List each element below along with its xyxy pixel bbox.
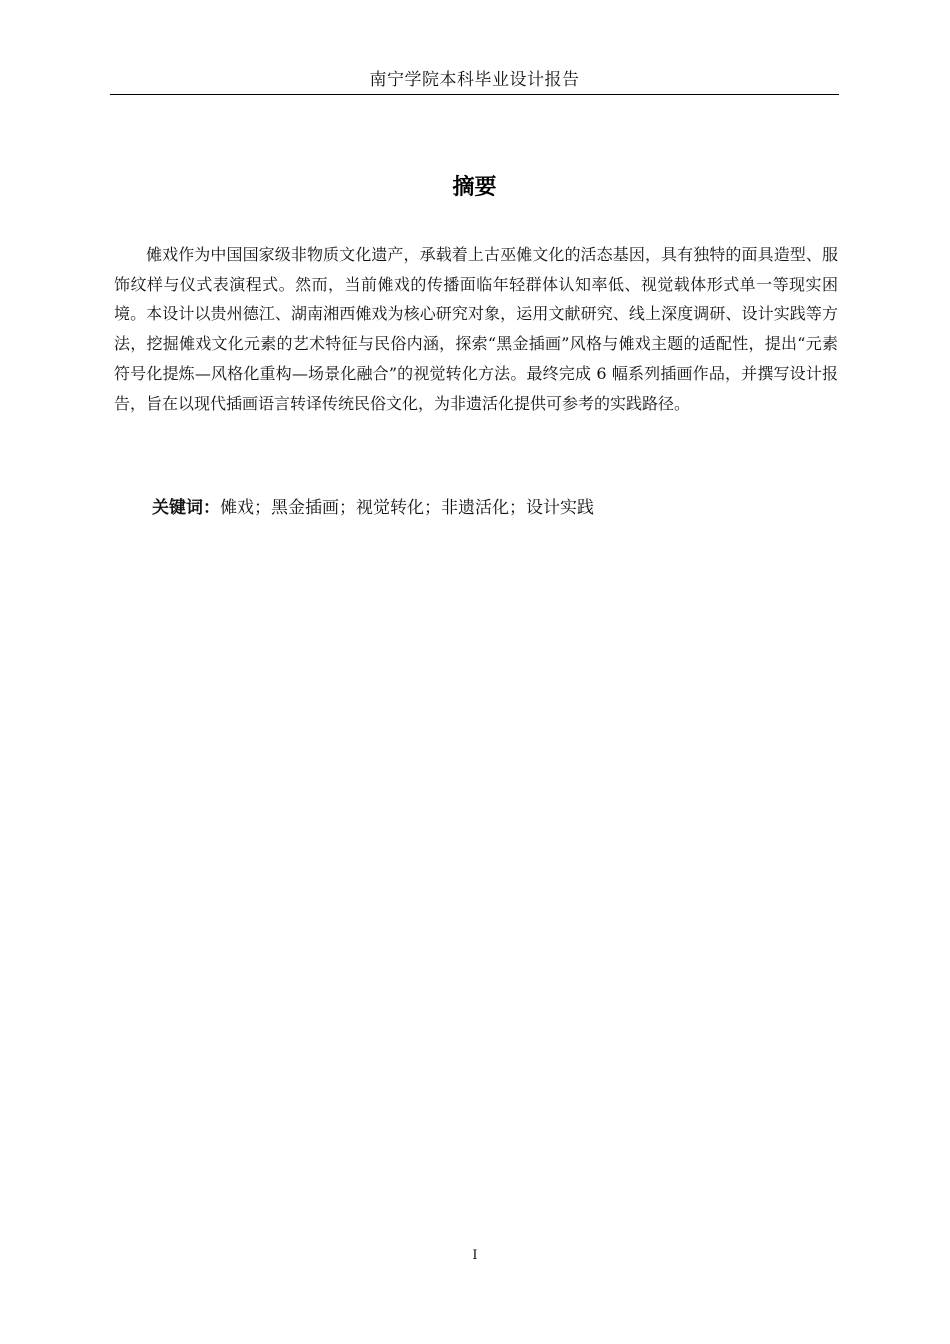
keywords-value: 傩戏；黑金插画；视觉转化；非遗活化；设计实践 <box>220 498 594 518</box>
page-number: I <box>472 1248 478 1263</box>
header-divider <box>110 94 839 95</box>
abstract-title: 摘要 <box>452 175 497 200</box>
keywords-line <box>152 494 832 522</box>
keywords-label: 关键词： <box>152 498 220 518</box>
abstract-body: 傩戏作为中国国家级非物质文化遗产，承载着上古巫傩文化的活态基因，具有独特的面具造型、服饰纹样与仪式表演程式。然而，当前傩戏的传播面临年轻群体认知率低、视觉载体形式单一等现实困境。本设计以贵州德江、湖南湘西傩戏为核心研究对象，运用文献研究、线上深度调研、设计实践等方法，挖掘傩戏文化元素的艺术特征与民俗内涵，探索“黑金插画”风格与傩戏主题的适配性，提出“元素符号化提炼—风格化重构—场景化融合”的视觉转化方法。最终完成 6 幅系列插画作品，并撰写设计报告，旨在以现代插画语言转译传统民俗文化，为非遗活化提供可参考的实践路径。 <box>114 245 838 413</box>
page-header: 南宁学院本科毕业设计报告 <box>369 70 580 90</box>
